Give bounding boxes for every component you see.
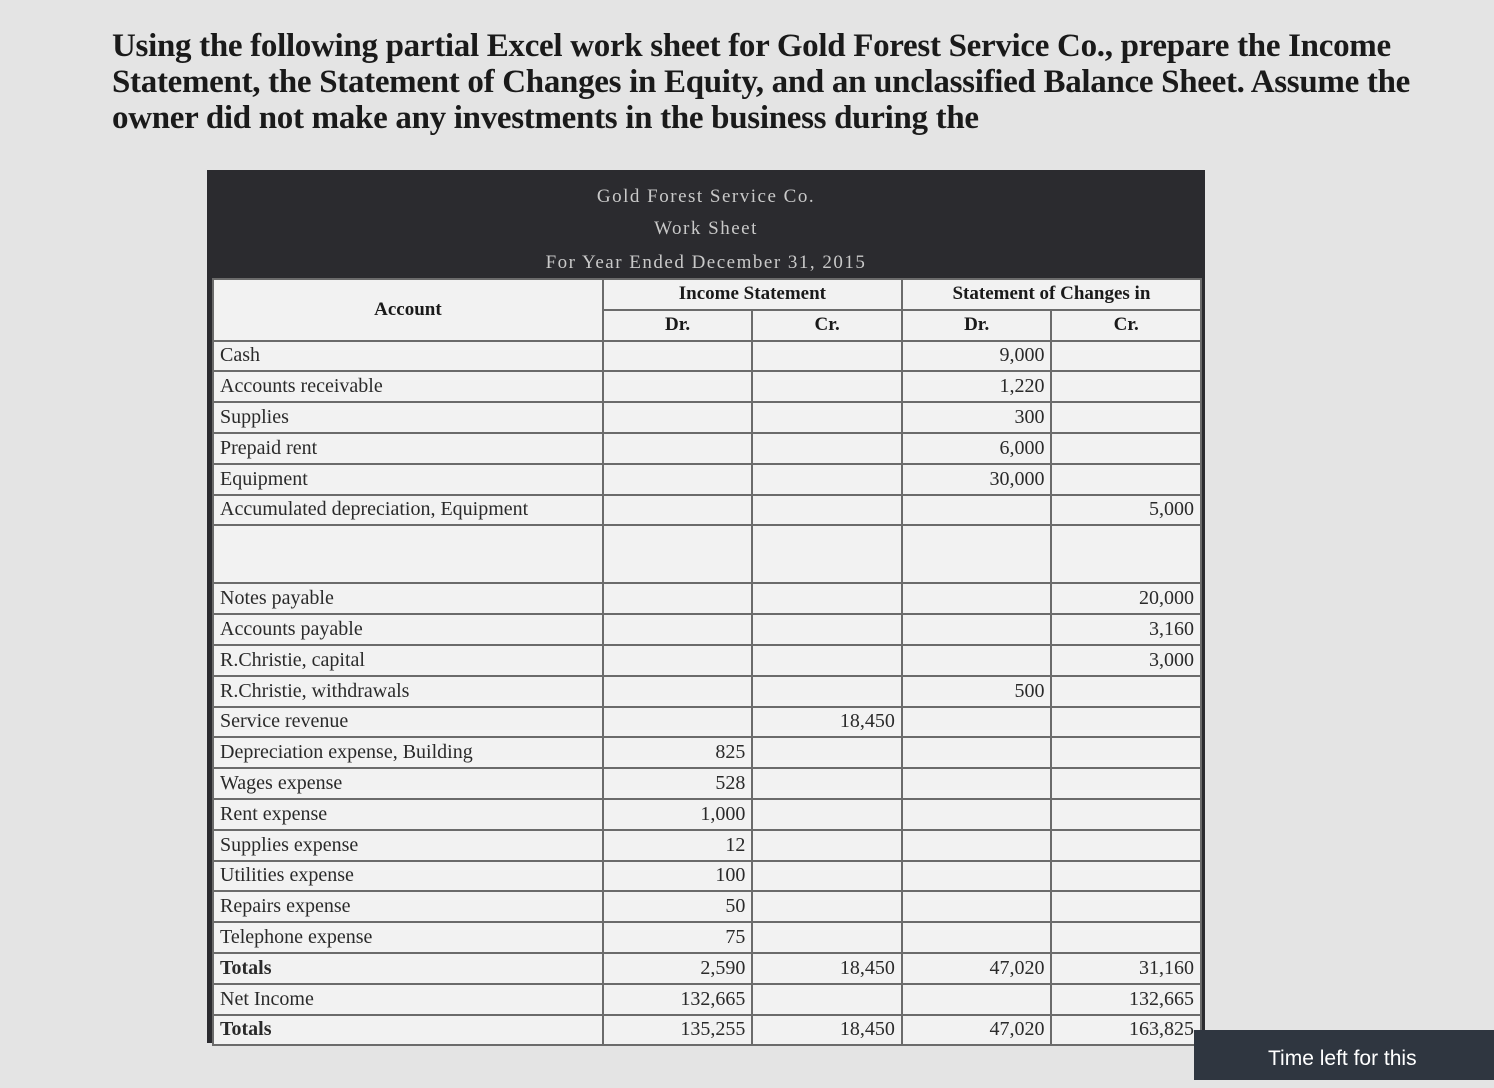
account-cell: Net Income bbox=[213, 984, 603, 1015]
income-cr-cell bbox=[752, 614, 902, 645]
equity-dr-cell bbox=[902, 891, 1052, 922]
account-cell: R.Christie, withdrawals bbox=[213, 676, 603, 707]
account-cell: Totals bbox=[213, 1015, 603, 1046]
equity-cr-cell bbox=[1051, 861, 1201, 892]
income-cr-cell bbox=[752, 433, 902, 464]
income-cr-cell bbox=[752, 830, 902, 861]
income-cr-cell bbox=[752, 495, 902, 526]
equity-dr-cell bbox=[902, 707, 1052, 738]
account-cell: Telephone expense bbox=[213, 922, 603, 953]
account-cell: Accounts payable bbox=[213, 614, 603, 645]
income-dr-cell: 1,000 bbox=[603, 799, 753, 830]
equity-cr-cell: 20,000 bbox=[1051, 583, 1201, 614]
income-dr-cell: 135,255 bbox=[603, 1015, 753, 1046]
account-cell: Repairs expense bbox=[213, 891, 603, 922]
equity-cr-cell: 5,000 bbox=[1051, 495, 1201, 526]
equity-dr-cell: 9,000 bbox=[902, 341, 1052, 372]
income-dr-cell: 75 bbox=[603, 922, 753, 953]
equity-dr-cell: 30,000 bbox=[902, 464, 1052, 495]
income-cr-cell bbox=[752, 891, 902, 922]
income-cr-cell bbox=[752, 645, 902, 676]
equity-statement-header: Statement of Changes in bbox=[902, 279, 1201, 310]
equity-cr-cell bbox=[1051, 891, 1201, 922]
equity-cr-cell bbox=[1051, 737, 1201, 768]
table-row bbox=[213, 768, 1201, 799]
table-row bbox=[213, 953, 1201, 984]
equity-dr-cell bbox=[902, 495, 1052, 526]
equity-dr-cell bbox=[902, 645, 1052, 676]
time-left-bar: Time left for this bbox=[1194, 1030, 1494, 1080]
equity-dr-cell bbox=[902, 922, 1052, 953]
equity-dr-cell bbox=[902, 861, 1052, 892]
equity-cr-cell bbox=[1051, 341, 1201, 372]
equity-dr-cell: 300 bbox=[902, 402, 1052, 433]
table-row bbox=[213, 464, 1201, 495]
income-dr-cell bbox=[603, 525, 753, 583]
table-row bbox=[213, 737, 1201, 768]
equity-cr-cell: 3,000 bbox=[1051, 645, 1201, 676]
equity-dr-cell bbox=[902, 799, 1052, 830]
income-dr-cell bbox=[603, 402, 753, 433]
income-cr-cell bbox=[752, 737, 902, 768]
account-cell: Utilities expense bbox=[213, 861, 603, 892]
income-dr-cell bbox=[603, 371, 753, 402]
table-row bbox=[213, 1015, 1201, 1046]
income-dr-cell bbox=[603, 676, 753, 707]
income-dr-cell: 825 bbox=[603, 737, 753, 768]
income-dr-cell: 2,590 bbox=[603, 953, 753, 984]
equity-cr-cell bbox=[1051, 799, 1201, 830]
account-cell bbox=[213, 525, 603, 583]
income-cr-cell bbox=[752, 768, 902, 799]
income-cr-cell bbox=[752, 371, 902, 402]
equity-dr-cell bbox=[902, 768, 1052, 799]
account-cell: Supplies bbox=[213, 402, 603, 433]
table-row bbox=[213, 922, 1201, 953]
income-cr-cell bbox=[752, 676, 902, 707]
equity-cr-cell bbox=[1051, 707, 1201, 738]
income-dr-cell bbox=[603, 707, 753, 738]
income-cr-cell bbox=[752, 799, 902, 830]
income-cr-cell: 18,450 bbox=[752, 707, 902, 738]
equity-dr-cell bbox=[902, 525, 1052, 583]
equity-dr-cell: 1,220 bbox=[902, 371, 1052, 402]
account-cell: Cash bbox=[213, 341, 603, 372]
equity-dr-cell: 47,020 bbox=[902, 953, 1052, 984]
equity-cr-cell: 3,160 bbox=[1051, 614, 1201, 645]
income-dr-cell bbox=[603, 433, 753, 464]
account-cell: R.Christie, capital bbox=[213, 645, 603, 676]
income-dr-cell bbox=[603, 495, 753, 526]
income-cr-cell: 18,450 bbox=[752, 953, 902, 984]
equity-cr-header: Cr. bbox=[1051, 310, 1201, 341]
income-dr-cell: 12 bbox=[603, 830, 753, 861]
equity-cr-cell: 132,665 bbox=[1051, 984, 1201, 1015]
account-cell: Totals bbox=[213, 953, 603, 984]
income-cr-cell bbox=[752, 583, 902, 614]
question-text: Using the following partial Excel work sheet for Gold Forest Service Co., prepare the Income Statement, the Statement of Changes in Equity, and an unclassified Balance Sheet. Assume the owner did not make any investments in the business during the bbox=[112, 28, 1410, 136]
income-cr-cell bbox=[752, 402, 902, 433]
account-cell: Wages expense bbox=[213, 768, 603, 799]
income-cr-cell bbox=[752, 861, 902, 892]
income-dr-cell: 528 bbox=[603, 768, 753, 799]
table-row bbox=[213, 707, 1201, 738]
income-dr-cell: 132,665 bbox=[603, 984, 753, 1015]
equity-dr-cell bbox=[902, 583, 1052, 614]
equity-cr-cell bbox=[1051, 371, 1201, 402]
income-dr-cell: 50 bbox=[603, 891, 753, 922]
income-cr-cell bbox=[752, 922, 902, 953]
equity-cr-cell bbox=[1051, 922, 1201, 953]
income-dr-cell bbox=[603, 583, 753, 614]
equity-dr-cell bbox=[902, 984, 1052, 1015]
equity-dr-cell bbox=[902, 614, 1052, 645]
account-cell: Rent expense bbox=[213, 799, 603, 830]
table-row bbox=[213, 799, 1201, 830]
equity-cr-cell bbox=[1051, 768, 1201, 799]
worksheet-header bbox=[207, 170, 1205, 278]
income-dr-cell bbox=[603, 464, 753, 495]
worksheet-body bbox=[213, 341, 1201, 1046]
equity-cr-cell bbox=[1051, 525, 1201, 583]
table-row bbox=[213, 371, 1201, 402]
table-row bbox=[213, 583, 1201, 614]
worksheet-title: Work Sheet bbox=[654, 218, 758, 239]
table-row bbox=[213, 891, 1201, 922]
income-cr-cell: 18,450 bbox=[752, 1015, 902, 1046]
income-statement-header: Income Statement bbox=[603, 279, 902, 310]
income-cr-cell bbox=[752, 525, 902, 583]
equity-cr-cell bbox=[1051, 676, 1201, 707]
income-dr-cell bbox=[603, 614, 753, 645]
table-row bbox=[213, 645, 1201, 676]
equity-cr-cell bbox=[1051, 830, 1201, 861]
equity-cr-cell bbox=[1051, 402, 1201, 433]
account-header: Account bbox=[213, 279, 603, 341]
table-row bbox=[213, 495, 1201, 526]
worksheet-period: For Year Ended December 31, 2015 bbox=[545, 252, 867, 273]
equity-dr-cell: 47,020 bbox=[902, 1015, 1052, 1046]
account-cell: Accounts receivable bbox=[213, 371, 603, 402]
equity-cr-cell: 31,160 bbox=[1051, 953, 1201, 984]
income-cr-header: Cr. bbox=[752, 310, 902, 341]
equity-dr-cell bbox=[902, 737, 1052, 768]
income-dr-cell bbox=[603, 341, 753, 372]
income-dr-header: Dr. bbox=[603, 310, 753, 341]
income-cr-cell bbox=[752, 464, 902, 495]
account-cell: Depreciation expense, Building bbox=[213, 737, 603, 768]
income-dr-cell bbox=[603, 645, 753, 676]
equity-cr-cell bbox=[1051, 464, 1201, 495]
worksheet-table bbox=[212, 278, 1202, 1046]
table-row bbox=[213, 861, 1201, 892]
equity-cr-cell bbox=[1051, 433, 1201, 464]
income-cr-cell bbox=[752, 341, 902, 372]
table-row bbox=[213, 341, 1201, 372]
account-cell: Service revenue bbox=[213, 707, 603, 738]
worksheet bbox=[207, 170, 1205, 1043]
table-row bbox=[213, 830, 1201, 861]
income-dr-cell: 100 bbox=[603, 861, 753, 892]
table-row bbox=[213, 402, 1201, 433]
table-row bbox=[213, 433, 1201, 464]
account-cell: Prepaid rent bbox=[213, 433, 603, 464]
equity-dr-cell bbox=[902, 830, 1052, 861]
account-cell: Equipment bbox=[213, 464, 603, 495]
equity-dr-cell: 6,000 bbox=[902, 433, 1052, 464]
table-row bbox=[213, 676, 1201, 707]
table-row bbox=[213, 614, 1201, 645]
equity-dr-cell: 500 bbox=[902, 676, 1052, 707]
company-name: Gold Forest Service Co. bbox=[596, 186, 816, 207]
table-row bbox=[213, 984, 1201, 1015]
equity-dr-header: Dr. bbox=[902, 310, 1052, 341]
account-cell: Notes payable bbox=[213, 583, 603, 614]
account-cell: Supplies expense bbox=[213, 830, 603, 861]
income-cr-cell bbox=[752, 984, 902, 1015]
account-cell: Accumulated depreciation, Equipment bbox=[213, 495, 603, 526]
table-row bbox=[213, 525, 1201, 583]
equity-cr-cell: 163,825 bbox=[1051, 1015, 1201, 1046]
